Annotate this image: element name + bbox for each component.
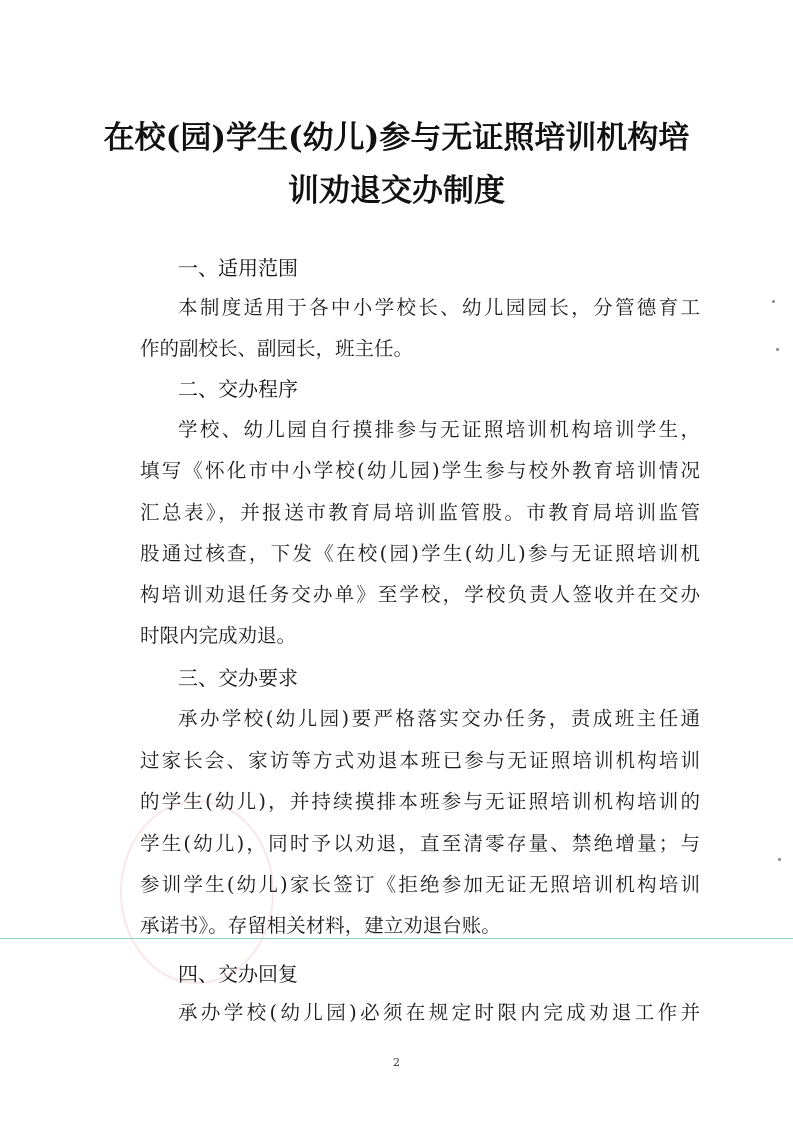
- paragraph-line: 过家长会、家访等方式劝退本班已参与无证照培训机构培训: [140, 749, 700, 772]
- paragraph-line: 股通过核查，下发《在校(园)学生(幼儿)参与无证照培训机: [140, 542, 700, 565]
- paragraph-line: 填写《怀化市中小学校(幼儿园)学生参与校外教育培训情况: [140, 459, 700, 482]
- paragraph-line: 承办学校(幼儿园)必须在规定时限内完成劝退工作并: [178, 1001, 700, 1024]
- paragraph-line: 参训学生(幼儿)家长签订《拒绝参加无证无照培训机构培训: [140, 873, 700, 896]
- page-number: 2: [393, 1056, 400, 1069]
- paragraph-line: 学生(幼儿)，同时予以劝退，直至清零存量、禁绝增量；与: [140, 832, 700, 855]
- paragraph-line: 汇总表》，并报送市教育局培训监管股。市教育局培训监管: [140, 501, 700, 524]
- paragraph-line: 构培训劝退任务交办单》至学校，学校负责人签收并在交办: [140, 583, 700, 606]
- paragraph-line: 时限内完成劝退。: [140, 624, 297, 647]
- section-heading-scope: 一、适用范围: [178, 256, 298, 280]
- paragraph-line: 承办学校(幼儿园)要严格落实交办任务，责成班主任通: [178, 707, 700, 730]
- paragraph-line: 本制度适用于各中小学校长、幼儿园园长，分管德育工: [178, 296, 700, 319]
- section-heading-procedure: 二、交办程序: [178, 377, 298, 401]
- section-heading-requirements: 三、交办要求: [178, 666, 298, 690]
- document-title-line-1: 在校(园)学生(幼儿)参与无证照培训机构培: [103, 120, 690, 156]
- paragraph-line: 的学生(幼儿)，并持续摸排本班参与无证照培训机构培训的: [140, 790, 700, 813]
- paragraph-line: 作的副校长、副园长，班主任。: [140, 337, 414, 360]
- scan-speck: [776, 348, 779, 351]
- paragraph-line: 承诺书》。存留相关材料，建立劝退台账。: [140, 914, 501, 937]
- scan-speck: [778, 858, 781, 861]
- document-title-line-2: 训劝退交办制度: [288, 173, 505, 209]
- paragraph-line: 学校、幼儿园自行摸排参与无证照培训机构培训学生，: [178, 418, 700, 441]
- scan-artifact-line: [0, 938, 793, 939]
- scan-speck: [772, 300, 775, 303]
- section-heading-reply: 四、交办回复: [178, 962, 298, 986]
